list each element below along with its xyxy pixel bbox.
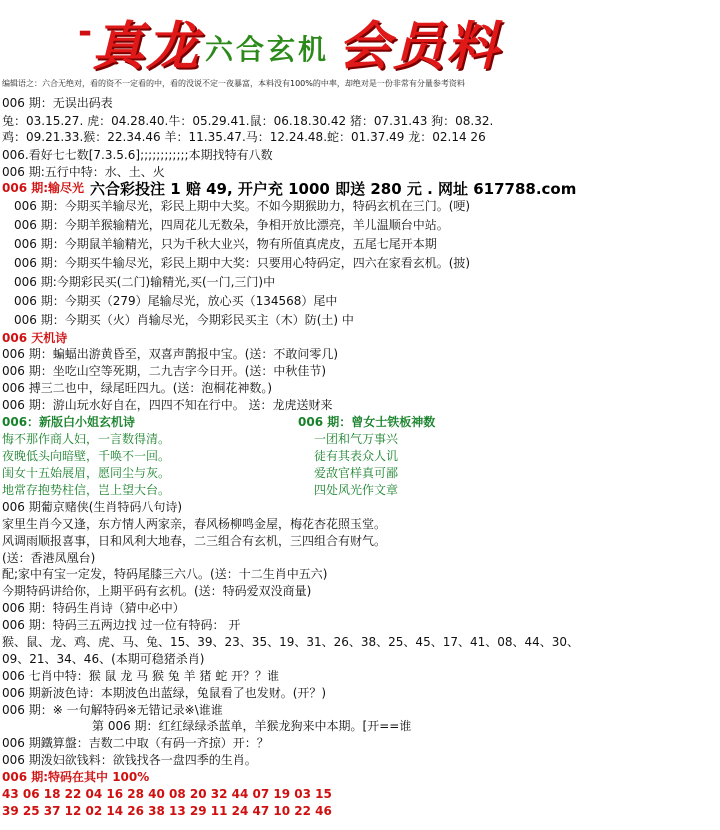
disclaimer: 编辑语之：六合无绝对，看的资不一定看的中，看的没说不定一夜暴富，本料没有100%的中率，却绝对是一份非常有分量参考资料 xyxy=(2,79,465,88)
gamble-line-4: (送：香港凤凰台) xyxy=(2,551,96,565)
line-3: 鸡：09.21.33.猴：22.34.46 羊：11.35.47.马：12.24.48.蛇：01.37.49 龙：02.14 26 xyxy=(2,130,486,144)
line-5: 006 期:五行中特：水、土、火 xyxy=(2,165,165,179)
gamble-line-3: 风调雨顺报喜事，日和风利大地春，二三组合有玄机，三四组合有财气。 xyxy=(2,534,387,548)
gamble-line-13: 006 期：※ 一句解特码※无错记录※\谁谁 xyxy=(2,703,223,717)
poem-line-2: 006 期：坐吃山空等死期，二九吉字今日开。(送：中秋佳节) xyxy=(2,364,327,378)
banner-title-left: 真龙 xyxy=(92,16,201,77)
lose-line-5: 006 期:今期彩民买(二门)输精光,买(一门,三门)中 xyxy=(14,275,276,289)
line-2: 兔：03.15.27. 虎：04.28.40.牛：05.29.41.鼠：06.18.30.42 猪：07.31.43 狗：08.32. xyxy=(2,114,494,128)
poem-left-line-3: 闺女十五始展眉，愿同尘与灰。 xyxy=(2,466,171,480)
lose-line-3: 006 期：今期鼠羊输精光，只为千秋大业兴，物有所值真虎皮，五尾七尾开本期 xyxy=(14,237,437,251)
lose-line-2: 006 期：今期羊猴输精光，四周花儿无数朵，争相开放比漂亮，羊儿温顺台中站。 xyxy=(14,218,449,232)
gamble-line-1: 006 期葡京赌侠(生肖特码八句诗) xyxy=(2,500,183,514)
gamble-line-9: 猴、鼠、龙、鸡、虎、马、兔、15、39、23、35、19、31、26、38、25、45、17、41、08、44、30、 xyxy=(2,635,580,649)
gamble-line-12: 006 期新波色诗：本期波色出蓝绿，兔鼠看了也发财。(开？) xyxy=(2,686,327,700)
final-title: 006 期:特码在其中 100% xyxy=(2,770,150,784)
poem-right-line-1: 一团和气万事兴 xyxy=(314,432,399,446)
line-1: 006 期：无误出码表 xyxy=(2,96,113,110)
banner-subtitle: 六合玄机 xyxy=(205,33,330,66)
gamble-line-11: 006 七肖中特：猴 鼠 龙 马 猴 兔 羊 猪 蛇 开？？谁 xyxy=(2,669,280,683)
lose-line-6: 006 期：今期买（279）尾输尽光，放心买（134568）尾中 xyxy=(14,294,338,308)
poem-left-line-4: 地常存抱势柱信，岂上望大台。 xyxy=(2,483,171,497)
line-4: 006.看好七七数[7.3.5.6];;;;;;;;;;;;本期找特有八数 xyxy=(2,148,273,162)
gamble-line-8: 006 期：特码三五两边找 过一位有特码： 开 xyxy=(2,618,241,632)
poem-right-title: 006 期：曾女士铁板神数 xyxy=(298,415,436,429)
section-title-lose-all: 006 期:输尽光 xyxy=(2,181,85,195)
banner-dash: - xyxy=(78,12,93,52)
gamble-line-7: 006 期：特码生肖诗（猜中必中） xyxy=(2,601,185,615)
final-numbers-row-1: 43 06 18 22 04 16 28 40 08 20 32 44 07 19 03 15 xyxy=(2,787,332,801)
poem-right-line-4: 四处风光作文章 xyxy=(314,483,399,497)
poem-line-3: 006 搏三二也中，绿尾旺四九。(送：泡桐花神数。) xyxy=(2,381,273,395)
money-line: 006 期泼妇欲钱料：欲钱找各一盘四季的生肖。 xyxy=(2,753,257,767)
abacus-line: 006 期鐵算盤：吉数二中取（有码一齐掠）开：？ xyxy=(2,736,269,750)
gamble-line-5: 配;家中有宝一定发，特码尾膝三六八。(送：十二生肖中五六) xyxy=(2,567,328,581)
gamble-line-6: 今期特码讲给你，上期平码有玄机。(送：特码爱双没商量) xyxy=(2,584,312,598)
poem-left-line-2: 夜晚低头向暗壁，千唤不一回。 xyxy=(2,449,171,463)
poem-line-1: 006 期：蝙蝠出游黄昏至，双喜声鹊报中宝。(送：不敢问零几) xyxy=(2,347,339,361)
poem-left-title: 006：新版白小姐玄机诗 xyxy=(2,415,136,429)
gamble-line-2: 家里生肖今又逢，东方情人两家亲，春风杨柳鸣金屋，梅花杏花照玉堂。 xyxy=(2,517,387,531)
poem-line-4: 006 期：游山玩水好自在，四四不知在行中。 送：龙虎送财来 xyxy=(2,398,333,412)
poem-left-line-1: 悔不那作商人妇，一言数得清。 xyxy=(2,432,171,446)
lose-line-1: 006 期：今期买羊输尽光，彩民上期中大奖。不如今期猴助力，特码玄机在三门。(哽) xyxy=(14,199,471,213)
final-numbers-row-2: 39 25 37 12 02 14 26 38 13 29 11 24 47 10 22 46 xyxy=(2,804,332,818)
poem-right-line-3: 爱敌官样真可鄙 xyxy=(314,466,399,480)
gamble-line-10: 09、21、34、46、(本期可稳猪杀肖) xyxy=(2,652,205,666)
ad-banner: 六合彩投注 1 赔 49, 开户充 1000 即送 280 元 . 网址 617788.com xyxy=(90,180,577,198)
lose-line-4: 006 期：今期买牛输尽光，彩民上期中大奖：只要用心特码定，四六在家看玄机。(披) xyxy=(14,256,471,270)
header-banner xyxy=(0,0,720,77)
banner-title-right: 会员料 xyxy=(338,16,501,77)
center-line: 第 006 期：红红绿绿杀蓝单，羊猴龙狗来中本期。[开==谁 xyxy=(92,719,412,733)
lose-line-7: 006 期：今期买（火）肖输尽光，今期彩民买主（木）防(土) 中 xyxy=(14,313,354,327)
section-title-heaven-poem: 006 天机诗 xyxy=(2,331,68,345)
poem-right-line-2: 徒有其表众人讥 xyxy=(314,449,399,463)
